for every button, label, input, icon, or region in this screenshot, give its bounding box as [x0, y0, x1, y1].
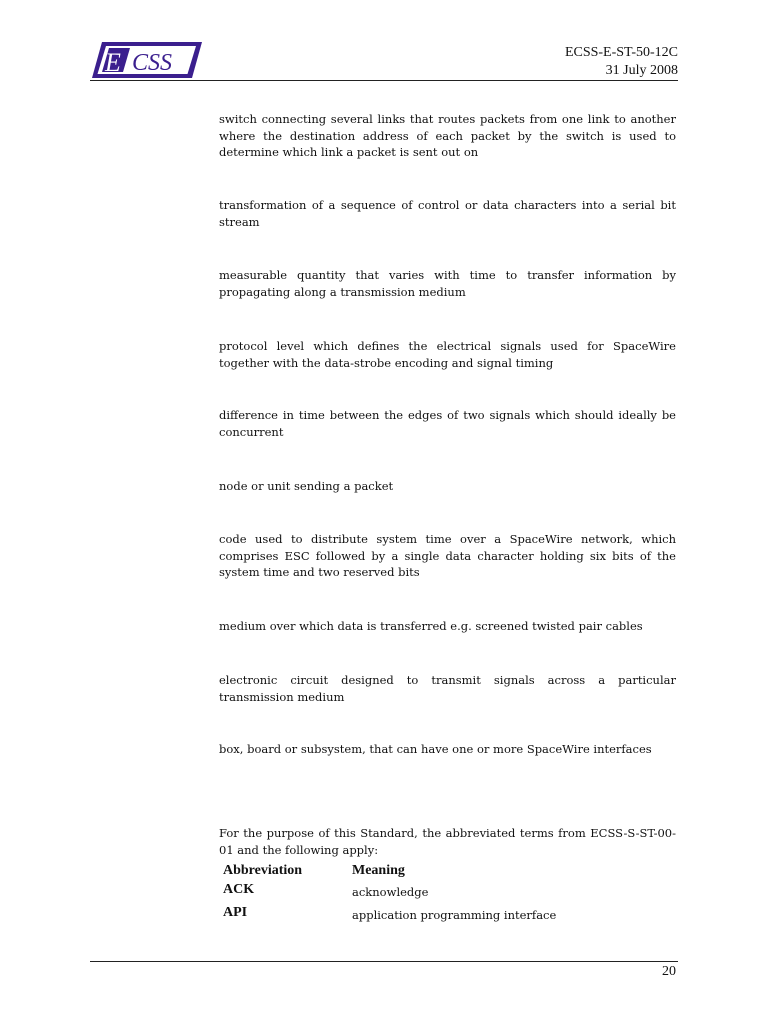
definition-text: box, board or subsystem, that can have one or more SpaceWire interfaces	[219, 742, 652, 756]
ecss-logo	[92, 41, 202, 79]
definition-text: protocol level which defines the electrical signals used for SpaceWire together with the data-strobe encoding and signal timing	[219, 339, 676, 370]
document-id: ECSS-E-ST-50-12C	[564, 45, 678, 60]
table-row	[219, 905, 676, 928]
definition-text: electronic circuit designed to transmit signals across a particular transmission medium	[219, 673, 676, 704]
abbreviation-cell: ACK	[223, 882, 255, 897]
definition-text: transformation of a sequence of control or data characters into a serial bit stream	[219, 198, 676, 229]
abbreviations-intro: For the purpose of this Standard, the abbreviated terms from ECSS-S-ST-00-01 and the following apply:	[219, 826, 676, 857]
svg-text:CSS: CSS	[132, 50, 173, 76]
abbreviations-table	[219, 860, 676, 928]
footer-divider	[90, 961, 678, 962]
definition-text: measurable quantity that varies with time to transfer information by propagating along a transmission medium	[219, 268, 676, 299]
header-divider	[90, 80, 678, 81]
column-header-abbreviation: Abbreviation	[223, 863, 303, 878]
meaning-cell: acknowledge	[352, 885, 429, 899]
definition-text: switch connecting several links that routes packets from one link to another where the destination address of each packet by the switch is used to determine which link a packet is sent out on	[219, 112, 676, 159]
definition-text: medium over which data is transferred e.g. screened twisted pair cables	[219, 619, 643, 633]
definition-text: node or unit sending a packet	[219, 479, 394, 493]
svg-text:E: E	[105, 48, 121, 77]
document-header-info	[565, 44, 678, 80]
definition-text: difference in time between the edges of two signals which should ideally be concurrent	[219, 408, 676, 439]
column-header-meaning: Meaning	[352, 863, 405, 878]
meaning-cell: application programming interface	[352, 908, 557, 922]
table-row	[219, 882, 676, 905]
document-date: 31 July 2008	[605, 63, 678, 78]
definition-text: code used to distribute system time over a SpaceWire network, which comprises ESC followed by a single data character holding six bits of the system time and two reserved bits	[219, 532, 676, 579]
abbreviation-cell: API	[223, 905, 248, 920]
page-number: 20	[662, 964, 676, 979]
table-header-row	[219, 860, 676, 882]
